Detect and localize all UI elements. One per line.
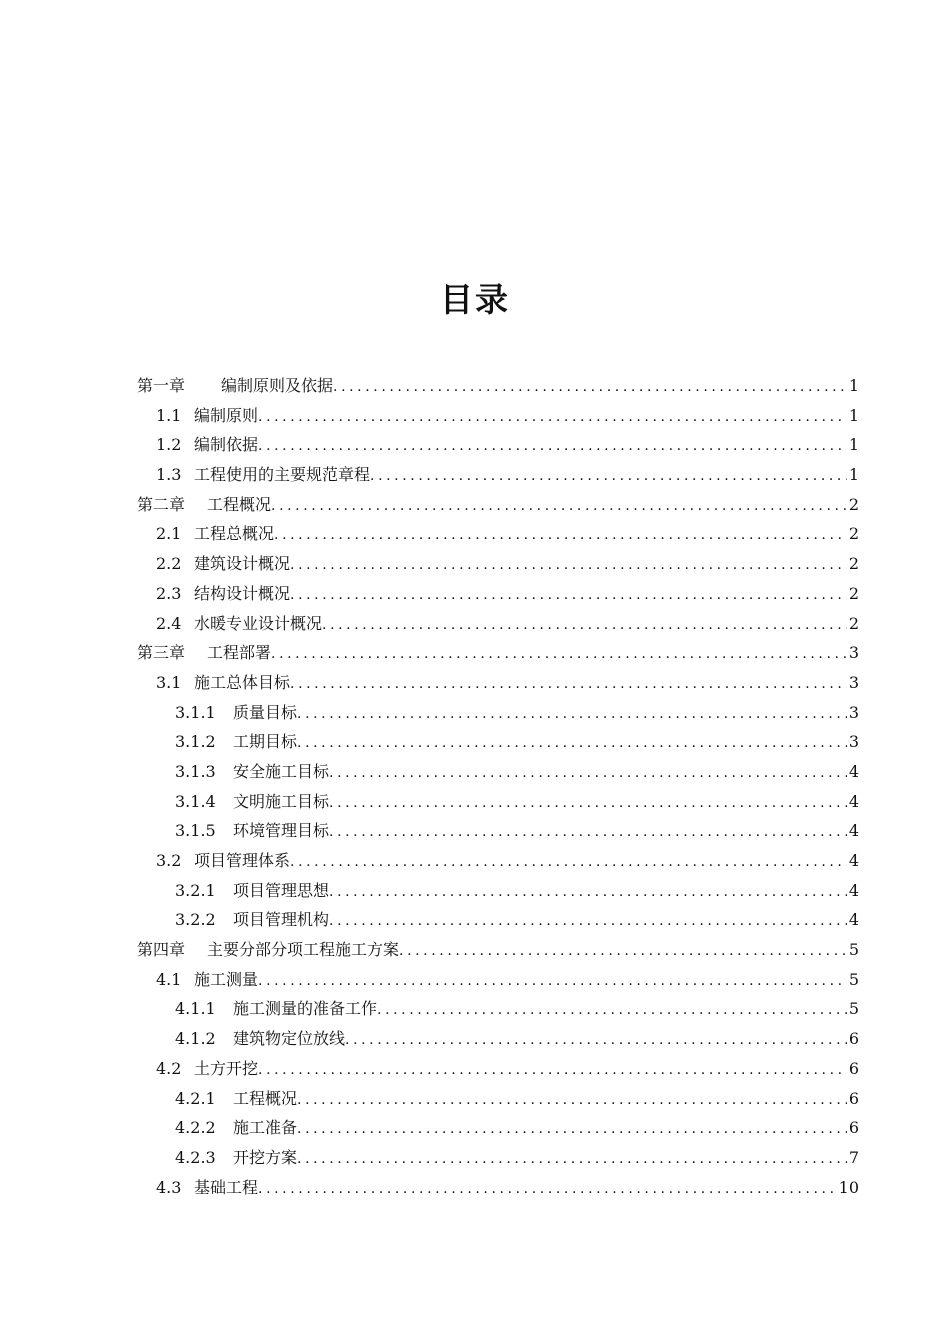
toc-entry-title: 工程部署 xyxy=(207,643,272,663)
dot-leader xyxy=(297,1086,847,1116)
toc-entry-number: 3.2 xyxy=(156,851,182,870)
dot-leader xyxy=(258,432,847,462)
toc-entry[interactable] xyxy=(137,490,859,520)
toc-entry[interactable] xyxy=(137,1024,859,1054)
dot-leader xyxy=(271,640,847,670)
dot-leader xyxy=(271,492,847,522)
toc-entry[interactable] xyxy=(137,727,859,757)
toc-entry-title: 开挖方案 xyxy=(233,1147,298,1167)
toc-entry[interactable] xyxy=(137,460,859,490)
toc-entry-title: 工程概况 xyxy=(207,494,272,514)
toc-entry-title: 项目管理体系 xyxy=(194,851,291,870)
toc-entry-page-number: 5 xyxy=(848,999,859,1019)
toc-entry[interactable] xyxy=(137,1084,859,1114)
toc-entry-page-number: 7 xyxy=(848,1147,859,1167)
toc-entry-page-number: 2 xyxy=(848,494,859,514)
toc-entry-title: 土方开挖 xyxy=(194,1058,259,1078)
toc-entry-title: 建筑物定位放线 xyxy=(233,1029,346,1049)
dot-leader xyxy=(258,403,847,433)
dot-leader xyxy=(322,611,847,641)
toc-entry-page-number: 6 xyxy=(848,1118,859,1138)
toc-entry-page-number: 2 xyxy=(848,583,859,603)
toc-entry[interactable] xyxy=(137,757,859,787)
page-title: 目录 xyxy=(440,280,510,319)
toc-entry-page-number: 1 xyxy=(848,465,859,485)
toc-entry-title: 编制原则 xyxy=(194,405,259,425)
toc-entry-number: 2.4 xyxy=(156,613,182,633)
dot-leader xyxy=(297,1145,847,1175)
toc-entry-page-number: 1 xyxy=(848,376,859,395)
dot-leader xyxy=(290,848,847,878)
dot-leader xyxy=(329,818,847,848)
toc-entry-number: 4.1 xyxy=(156,969,182,989)
toc-entry-number: 1.1 xyxy=(156,405,182,425)
toc-entry-title: 水暖专业设计概况 xyxy=(194,613,323,633)
toc-entry[interactable] xyxy=(137,876,859,906)
dot-leader xyxy=(370,462,847,492)
toc-entry-number: 4.1.2 xyxy=(175,1029,216,1049)
toc-entry[interactable] xyxy=(137,698,859,728)
dot-leader xyxy=(297,1115,847,1145)
toc-entry-title: 结构设计概况 xyxy=(194,583,291,603)
toc-entry-title: 工程总概况 xyxy=(194,524,275,544)
toc-entry-number: 3.1.2 xyxy=(175,732,216,752)
toc-entry-title: 质量目标 xyxy=(233,702,298,722)
dot-leader xyxy=(297,700,847,730)
toc-entry-title: 项目管理机构 xyxy=(233,910,330,930)
dot-leader xyxy=(290,551,847,581)
toc-entry-page-number: 1 xyxy=(848,435,859,455)
dot-leader xyxy=(290,581,847,611)
toc-entry-number: 2.1 xyxy=(156,524,182,544)
toc-entry-title: 文明施工目标 xyxy=(233,791,330,811)
toc-entry[interactable] xyxy=(137,579,859,609)
toc-entry-page-number: 2 xyxy=(848,524,859,544)
toc-entry-title: 工期目标 xyxy=(233,732,298,752)
toc-entry-title: 施工测量的准备工作 xyxy=(233,999,378,1019)
toc-entry-number: 3.2.1 xyxy=(175,880,216,900)
toc-entry-title: 施工总体目标 xyxy=(194,672,291,692)
dot-leader xyxy=(258,1175,837,1205)
toc-entry[interactable] xyxy=(137,994,859,1024)
toc-entry[interactable] xyxy=(137,1113,859,1143)
toc-entry-page-number: 6 xyxy=(848,1088,859,1108)
dot-leader xyxy=(333,373,847,403)
toc-entry-title: 主要分部分项工程施工方案 xyxy=(207,940,400,960)
toc-entry-number: 2.2 xyxy=(156,554,182,574)
toc-entry-title: 编制原则及依据 xyxy=(221,376,334,395)
toc-entry-page-number: 4 xyxy=(848,851,859,870)
toc-entry-number: 3.1.5 xyxy=(175,821,216,841)
toc-entry[interactable] xyxy=(137,430,859,460)
toc-entry-page-number: 5 xyxy=(848,940,859,960)
toc-entry-number: 3.1.4 xyxy=(175,791,216,811)
toc-entry[interactable] xyxy=(137,905,859,935)
toc-entry-page-number: 2 xyxy=(848,613,859,633)
toc-entry[interactable] xyxy=(137,787,859,817)
toc-entry-title: 建筑设计概况 xyxy=(194,554,291,574)
table-of-contents xyxy=(137,371,859,1202)
toc-entry-number: 3.1 xyxy=(156,672,182,692)
toc-entry-title: 工程概况 xyxy=(233,1088,298,1108)
dot-leader xyxy=(258,967,847,997)
toc-entry-number: 3.1.1 xyxy=(175,702,216,722)
dot-leader xyxy=(345,1026,847,1056)
toc-entry-title: 施工测量 xyxy=(194,969,259,989)
toc-entry-page-number: 10 xyxy=(838,1177,859,1197)
dot-leader xyxy=(377,996,847,1026)
toc-entry[interactable] xyxy=(137,965,859,995)
toc-entry-number: 4.2.2 xyxy=(175,1118,216,1138)
toc-entry-number: 4.2.3 xyxy=(175,1147,216,1167)
toc-entry-page-number: 4 xyxy=(848,880,859,900)
toc-entry-page-number: 5 xyxy=(848,969,859,989)
toc-entry-number: 第四章 xyxy=(137,940,186,960)
dot-leader xyxy=(297,729,847,759)
toc-entry[interactable] xyxy=(137,609,859,639)
toc-entry-number: 3.1.3 xyxy=(175,761,216,781)
toc-entry-page-number: 1 xyxy=(848,405,859,425)
toc-entry[interactable] xyxy=(137,1054,859,1084)
dot-leader xyxy=(258,1056,847,1086)
dot-leader xyxy=(274,521,847,551)
dot-leader xyxy=(329,907,847,937)
toc-entry[interactable] xyxy=(137,638,859,668)
toc-entry[interactable] xyxy=(137,816,859,846)
toc-entry[interactable] xyxy=(137,371,859,401)
toc-entry[interactable] xyxy=(137,846,859,876)
toc-entry-number: 3.2.2 xyxy=(175,910,216,930)
toc-entry-title: 施工准备 xyxy=(233,1118,298,1138)
toc-entry[interactable] xyxy=(137,1143,859,1173)
toc-entry-title: 项目管理思想 xyxy=(233,880,330,900)
toc-entry-title: 安全施工目标 xyxy=(233,761,330,781)
toc-entry-number: 第三章 xyxy=(137,643,186,663)
toc-entry-page-number: 4 xyxy=(848,761,859,781)
toc-entry[interactable] xyxy=(137,401,859,431)
dot-leader xyxy=(329,759,847,789)
toc-entry[interactable] xyxy=(137,519,859,549)
dot-leader xyxy=(329,789,847,819)
toc-entry-number: 2.3 xyxy=(156,583,182,603)
toc-entry-number: 4.1.1 xyxy=(175,999,216,1019)
toc-entry-number: 4.2.1 xyxy=(175,1088,216,1108)
toc-entry-title: 环境管理目标 xyxy=(233,821,330,841)
toc-entry-page-number: 4 xyxy=(848,821,859,841)
toc-entry-number: 4.3 xyxy=(156,1177,182,1197)
toc-entry-title: 基础工程 xyxy=(194,1177,259,1197)
toc-entry-number: 4.2 xyxy=(156,1058,182,1078)
toc-entry-title: 工程使用的主要规范章程 xyxy=(194,465,371,485)
toc-entry-page-number: 3 xyxy=(848,672,859,692)
toc-entry-page-number: 3 xyxy=(848,702,859,722)
toc-entry-page-number: 3 xyxy=(848,732,859,752)
toc-entry[interactable] xyxy=(137,549,859,579)
toc-entry[interactable] xyxy=(137,1173,859,1203)
toc-entry[interactable] xyxy=(137,935,859,965)
toc-entry-page-number: 2 xyxy=(848,554,859,574)
dot-leader xyxy=(290,670,847,700)
toc-entry-page-number: 3 xyxy=(848,643,859,663)
toc-entry-page-number: 4 xyxy=(848,791,859,811)
toc-entry-number: 第二章 xyxy=(137,494,186,514)
toc-entry-page-number: 4 xyxy=(848,910,859,930)
toc-entry[interactable] xyxy=(137,668,859,698)
toc-entry-page-number: 6 xyxy=(848,1058,859,1078)
toc-entry-page-number: 6 xyxy=(848,1029,859,1049)
toc-entry-number: 1.3 xyxy=(156,465,182,485)
dot-leader xyxy=(329,878,847,908)
dot-leader xyxy=(399,937,847,967)
toc-entry-number: 1.2 xyxy=(156,435,182,455)
toc-entry-title: 编制依据 xyxy=(194,435,259,455)
toc-entry-number: 第一章 xyxy=(137,376,186,395)
